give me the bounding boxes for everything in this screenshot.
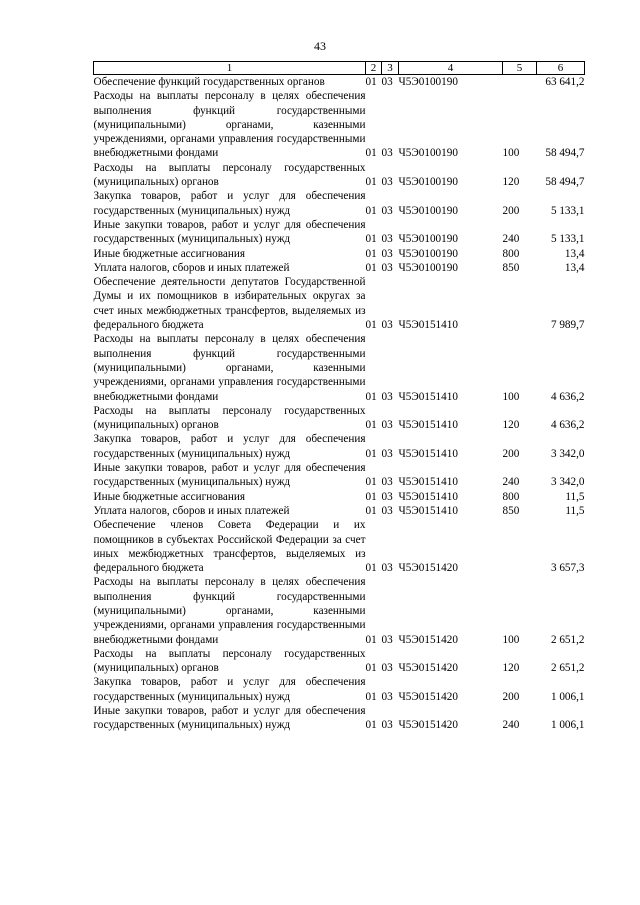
row-subsection-cell: 03	[381, 690, 393, 703]
table-row	[94, 247, 585, 261]
row-name-cell: Иные закупки товаров, работ и услуг для обеспечения государственных (муниципальных) нужд	[93, 218, 366, 246]
row-subsection-cell: 03	[381, 490, 393, 503]
row-name-cell: Закупка товаров, работ и услуг для обеспечения государственных (муниципальных) нужд	[93, 190, 366, 217]
table-row	[94, 647, 585, 676]
row-expense-type-cell: 200	[502, 447, 520, 460]
row-name-cell: Расходы на выплаты персоналу государственных (муниципальных) органов	[93, 647, 366, 675]
row-amount-cell: 2 651,2	[550, 662, 585, 675]
row-target-code-cell: Ч5Э0151420	[398, 690, 458, 703]
row-amount-cell: 13,4	[564, 261, 585, 274]
row-subsection-cell: 03	[381, 319, 393, 332]
row-amount-cell: 1 006,1	[550, 690, 585, 703]
row-section-cell: 01	[365, 204, 377, 217]
row-name-cell: Расходы на выплаты персоналу в целях обеспечения выполнения функций государственными (муниципальными) органами, казенными учреждениями, органами управления государственными внебюджетными фондами	[93, 90, 366, 160]
row-expense-type-cell: 100	[502, 633, 520, 646]
table-row	[94, 332, 585, 403]
column-header-expense-type: 5	[503, 62, 537, 75]
row-expense-type-cell: 120	[502, 419, 520, 432]
row-target-code-cell: Ч5Э0100190	[398, 261, 458, 274]
row-expense-type-cell: 850	[502, 261, 520, 274]
row-name-cell: Уплата налогов, сборов и иных платежей	[93, 504, 290, 517]
row-subsection-cell: 03	[381, 233, 393, 246]
row-subsection-cell: 03	[381, 76, 393, 88]
row-target-code-cell: Ч5Э0151410	[398, 476, 458, 489]
budget-table	[93, 61, 585, 733]
row-subsection-cell: 03	[381, 562, 393, 575]
table-row	[94, 675, 585, 704]
row-name-cell: Расходы на выплаты персоналу в целях обеспечения выполнения функций государственными (муниципальными) органами, казенными учреждениями, органами управления государственными внебюджетными фондами	[93, 333, 366, 403]
row-amount-cell: 11,5	[565, 504, 585, 517]
row-target-code-cell: Ч5Э0100190	[398, 204, 458, 217]
row-amount-cell: 11,5	[565, 490, 585, 503]
row-section-cell: 01	[365, 390, 377, 403]
row-amount-cell: 3 342,0	[550, 476, 585, 489]
row-name-cell: Обеспечение функций государственных органов	[93, 76, 325, 88]
row-amount-cell: 3 657,3	[550, 562, 585, 575]
table-row	[94, 218, 585, 247]
row-section-cell: 01	[365, 247, 377, 260]
column-header-target-code: 4	[399, 62, 503, 75]
row-amount-cell: 13,4	[564, 247, 585, 260]
table-row	[94, 275, 585, 332]
column-header-amount: 6	[537, 62, 585, 75]
column-header-subsection: 3	[382, 62, 399, 75]
row-name-cell: Закупка товаров, работ и услуг для обеспечения государственных (муниципальных) нужд	[93, 433, 366, 460]
row-amount-cell: 4 636,2	[550, 390, 585, 403]
row-expense-type-cell: 100	[502, 147, 520, 160]
row-subsection-cell: 03	[381, 419, 393, 432]
row-target-code-cell: Ч5Э0151420	[398, 562, 458, 575]
row-name-cell: Расходы на выплаты персоналу в целях обеспечения выполнения функций государственными (муниципальными) органами, казенными учреждениями, органами управления государственными внебюджетными фондами	[93, 576, 366, 646]
row-section-cell: 01	[365, 233, 377, 246]
row-section-cell: 01	[365, 719, 377, 732]
row-amount-cell: 1 006,1	[550, 719, 585, 732]
table-row	[94, 461, 585, 490]
row-section-cell: 01	[365, 176, 377, 189]
row-subsection-cell: 03	[381, 504, 393, 517]
row-name-cell: Иные бюджетные ассигнования	[93, 490, 245, 503]
row-amount-cell: 2 651,2	[550, 633, 585, 646]
row-expense-type-cell: 800	[502, 247, 520, 260]
row-amount-cell: 4 636,2	[550, 419, 585, 432]
table-row	[94, 704, 585, 733]
table-row	[94, 504, 585, 518]
row-name-cell: Обеспечение членов Совета Федерации и их помощников в субъектах Российской Федерации за счет иных межбюджетных трансфертов, выделяемых из федерального бюджета	[93, 519, 366, 575]
row-expense-type-cell: 200	[502, 204, 520, 217]
row-target-code-cell: Ч5Э0151410	[398, 319, 458, 332]
row-expense-type-cell: 120	[502, 176, 520, 189]
table-row	[94, 261, 585, 275]
row-section-cell: 01	[365, 147, 377, 160]
row-amount-cell: 5 133,1	[550, 204, 585, 217]
row-section-cell: 01	[365, 319, 377, 332]
row-target-code-cell: Ч5Э0100190	[398, 176, 458, 189]
row-target-code-cell: Ч5Э0151420	[398, 719, 458, 732]
row-target-code-cell: Ч5Э0151420	[398, 633, 458, 646]
row-target-code-cell: Ч5Э0151410	[398, 447, 458, 460]
row-subsection-cell: 03	[381, 447, 393, 460]
row-amount-cell: 58 494,7	[545, 147, 585, 160]
row-expense-type-cell: 120	[502, 662, 520, 675]
table-row	[94, 432, 585, 461]
row-expense-type-cell: 800	[502, 490, 520, 503]
row-name-cell: Расходы на выплаты персоналу государственных (муниципальных) органов	[93, 161, 366, 189]
row-section-cell: 01	[365, 662, 377, 675]
row-section-cell: 01	[365, 690, 377, 703]
table-header-row	[94, 62, 585, 75]
row-section-cell: 01	[365, 419, 377, 432]
row-subsection-cell: 03	[381, 633, 393, 646]
row-section-cell: 01	[365, 76, 377, 88]
table-row	[94, 89, 585, 160]
row-expense-type-cell: 240	[502, 233, 520, 246]
table-row	[94, 404, 585, 433]
column-header-section: 2	[366, 62, 382, 75]
row-section-cell: 01	[365, 447, 377, 460]
table-body	[94, 75, 585, 733]
column-header-name: 1	[94, 62, 366, 75]
row-target-code-cell: Ч5Э0100190	[398, 76, 458, 88]
row-name-cell: Обеспечение деятельности депутатов Государственной Думы и их помощников в избирательных округах за счет иных межбюджетных трансфертов, выделяемых из федерального бюджета	[93, 276, 366, 332]
table-row	[94, 75, 585, 90]
row-section-cell: 01	[365, 633, 377, 646]
row-name-cell: Иные закупки товаров, работ и услуг для обеспечения государственных (муниципальных) нужд	[93, 462, 366, 489]
row-amount-cell: 3 342,0	[550, 447, 585, 460]
row-section-cell: 01	[365, 261, 377, 274]
row-target-code-cell: Ч5Э0151410	[398, 419, 458, 432]
row-expense-type-cell: 240	[502, 719, 520, 732]
row-amount-cell: 58 494,7	[545, 176, 585, 189]
row-expense-type-cell	[503, 518, 537, 575]
page-number: 43	[314, 39, 326, 53]
row-amount-cell: 7 989,7	[550, 319, 585, 332]
row-expense-type-cell	[503, 275, 537, 332]
row-target-code-cell: Ч5Э0100190	[398, 147, 458, 160]
row-section-cell: 01	[365, 562, 377, 575]
table-row	[94, 518, 585, 575]
row-target-code-cell: Ч5Э0151420	[398, 662, 458, 675]
row-expense-type-cell: 200	[502, 690, 520, 703]
row-subsection-cell: 03	[381, 247, 393, 260]
row-expense-type-cell	[503, 75, 537, 90]
row-name-cell: Уплата налогов, сборов и иных платежей	[93, 261, 290, 274]
row-subsection-cell: 03	[381, 176, 393, 189]
row-name-cell: Иные бюджетные ассигнования	[93, 247, 245, 260]
row-amount-cell: 5 133,1	[550, 233, 585, 246]
row-name-cell: Иные закупки товаров, работ и услуг для обеспечения государственных (муниципальных) нужд	[93, 705, 366, 732]
row-amount-cell: 63 641,2	[545, 76, 585, 88]
row-expense-type-cell: 100	[502, 390, 520, 403]
row-subsection-cell: 03	[381, 476, 393, 489]
table-row	[94, 490, 585, 504]
table-row	[94, 161, 585, 190]
row-target-code-cell: Ч5Э0151410	[398, 504, 458, 517]
row-subsection-cell: 03	[381, 662, 393, 675]
row-name-cell: Расходы на выплаты персоналу государственных (муниципальных) органов	[93, 404, 366, 432]
table-row	[94, 575, 585, 646]
row-target-code-cell: Ч5Э0151410	[398, 490, 458, 503]
row-section-cell: 01	[365, 490, 377, 503]
row-expense-type-cell: 240	[502, 476, 520, 489]
row-subsection-cell: 03	[381, 147, 393, 160]
row-subsection-cell: 03	[381, 390, 393, 403]
row-subsection-cell: 03	[381, 261, 393, 274]
row-subsection-cell: 03	[381, 719, 393, 732]
row-expense-type-cell: 850	[502, 504, 520, 517]
row-target-code-cell: Ч5Э0151410	[398, 390, 458, 403]
row-target-code-cell: Ч5Э0100190	[398, 247, 458, 260]
row-target-code-cell: Ч5Э0100190	[398, 233, 458, 246]
row-section-cell: 01	[365, 504, 377, 517]
row-section-cell: 01	[365, 476, 377, 489]
row-name-cell: Закупка товаров, работ и услуг для обеспечения государственных (муниципальных) нужд	[93, 676, 366, 703]
table-row	[94, 189, 585, 218]
row-subsection-cell: 03	[381, 204, 393, 217]
